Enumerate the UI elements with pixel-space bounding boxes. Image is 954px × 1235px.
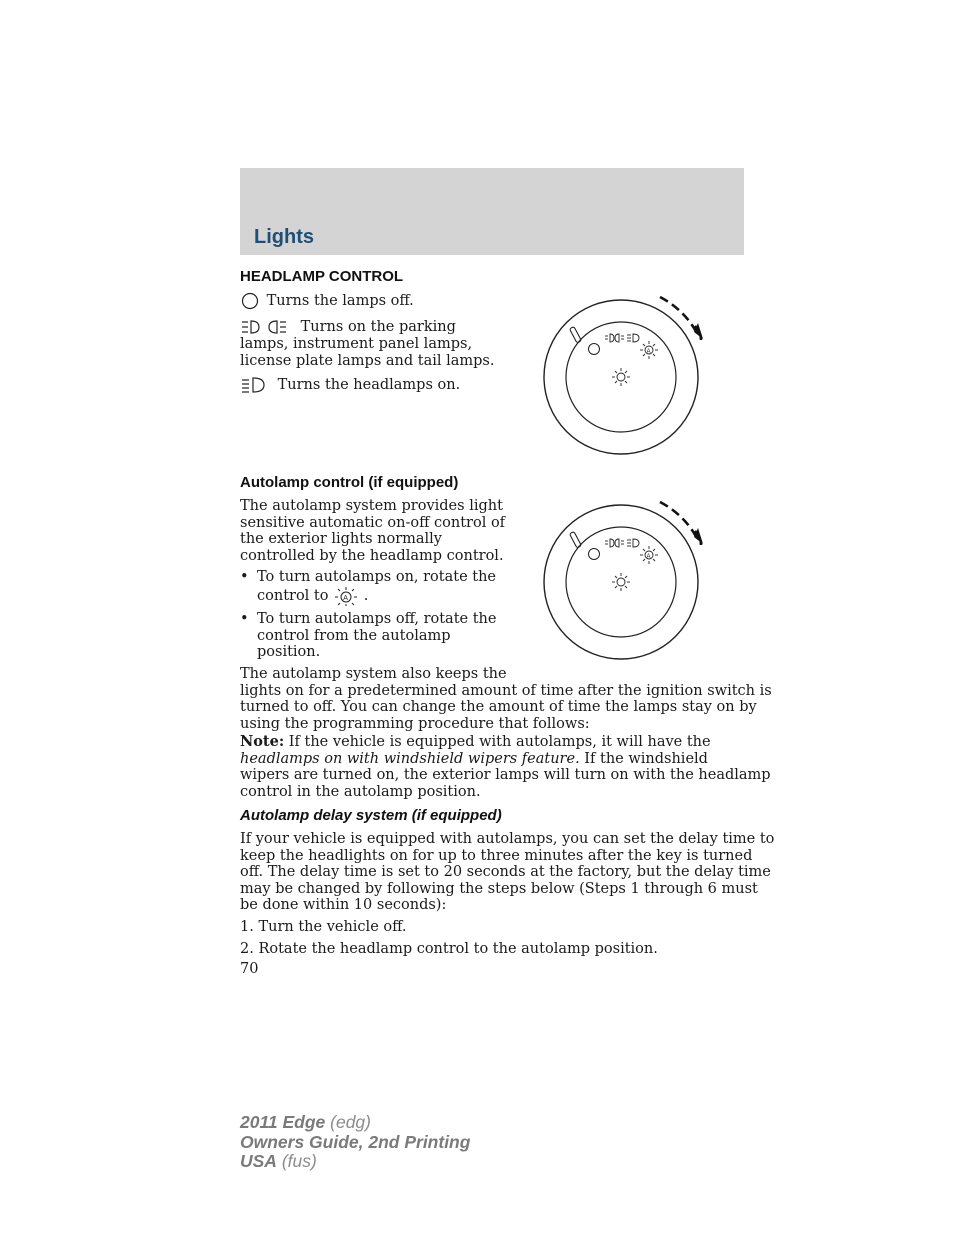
headlamps-row (240, 376, 460, 394)
autolamp-note (240, 734, 771, 800)
note-text: If the windshield (579, 750, 708, 767)
lamps-off-icon (240, 292, 260, 310)
lamps-off-row (240, 292, 414, 310)
para-line: If your vehicle is equipped with autolamps, you can set the delay time to (240, 831, 775, 847)
footer-market: USA (240, 1151, 277, 1171)
svg-text:A: A (646, 554, 651, 560)
footer-model: 2011 Edge (240, 1112, 326, 1132)
para-line: turned to off. You can change the amount of time the lamps stay on by (240, 699, 757, 715)
autolamp-heading: Autolamp control (if equipped) (240, 474, 459, 491)
parking-lamps-text-1: Turns on the parking (300, 319, 456, 335)
autolamp-intro-line: the exterior lights normally (240, 531, 442, 547)
headlamp-control-heading: HEADLAMP CONTROL (240, 268, 404, 285)
step-2: 2. Rotate the headlamp control to the autolamp position. (240, 941, 658, 957)
parking-lamps-row (240, 318, 495, 369)
autolamp-para-2 (240, 666, 772, 732)
section-banner (240, 168, 744, 255)
page-number: 70 (240, 961, 259, 977)
bullet-dot: • (240, 611, 249, 627)
bullet-text: position. (257, 644, 321, 660)
headlamp-dial-figure (535, 290, 710, 460)
headlamps-text: Turns the headlamps on. (277, 377, 461, 393)
footer-model-code: (edg) (325, 1112, 371, 1132)
section-title: Lights (254, 226, 314, 248)
parking-lamps-icon (240, 318, 290, 336)
bullet-text: control to (257, 587, 329, 604)
para-line: may be changed by following the steps below (Steps 1 through 6 must (240, 880, 758, 897)
autolamp-icon (333, 586, 359, 606)
para-line: be done within 10 seconds): (240, 897, 447, 913)
para-line: keep the headlights on for up to three minutes after the key is turned (240, 847, 753, 864)
para-line: using the programming procedure that follows: (240, 715, 590, 732)
footer-guide: Owners Guide, 2nd Printing (240, 1131, 471, 1152)
step-1: 1. Turn the vehicle off. (240, 919, 407, 935)
parking-lamps-text-3: license plate lamps and tail lamps. (240, 352, 495, 369)
para-line: off. The delay time is set to 20 seconds at the factory, but the delay time (240, 864, 771, 880)
autolamp-intro-line: The autolamp system provides light (240, 498, 503, 514)
lamps-off-text: Turns the lamps off. (266, 293, 414, 309)
autolamp-intro (240, 498, 505, 564)
bullet-dot: • (240, 569, 249, 585)
para-line: The autolamp system also keeps the (240, 666, 507, 682)
note-text: If the vehicle is equipped with autolamps, it will have the (284, 734, 711, 750)
headlamps-icon (240, 376, 268, 394)
note-feature-name: headlamps on with windshield wipers feature. (240, 750, 580, 767)
autolamp-intro-line: sensitive automatic on-off control of (240, 514, 506, 531)
parking-lamps-text-2: lamps, instrument panel lamps, (240, 336, 473, 352)
note-text: wipers are turned on, the exterior lamps will turn on with the headlamp (240, 767, 771, 783)
svg-text:A: A (343, 594, 348, 602)
note-label: Note: (240, 733, 285, 750)
bullet-text: . (363, 587, 369, 604)
footer-market-code: (fus) (276, 1151, 317, 1171)
delay-para (240, 831, 774, 914)
bullet-text: To turn autolamps off, rotate the (257, 611, 497, 627)
autolamp-intro-line: controlled by the headlamp control. (240, 547, 504, 564)
svg-text:A: A (646, 349, 651, 355)
bullet-text: control from the autolamp (257, 627, 451, 644)
bullet-text: To turn autolamps on, rotate the (257, 569, 497, 585)
autolamp-delay-heading: Autolamp delay system (if equipped) (240, 807, 502, 824)
note-text: control in the autolamp position. (240, 783, 481, 800)
footer (240, 1113, 470, 1172)
autolamp-dial-figure (535, 495, 710, 665)
para-line: lights on for a predetermined amount of time after the ignition switch is (240, 682, 772, 699)
